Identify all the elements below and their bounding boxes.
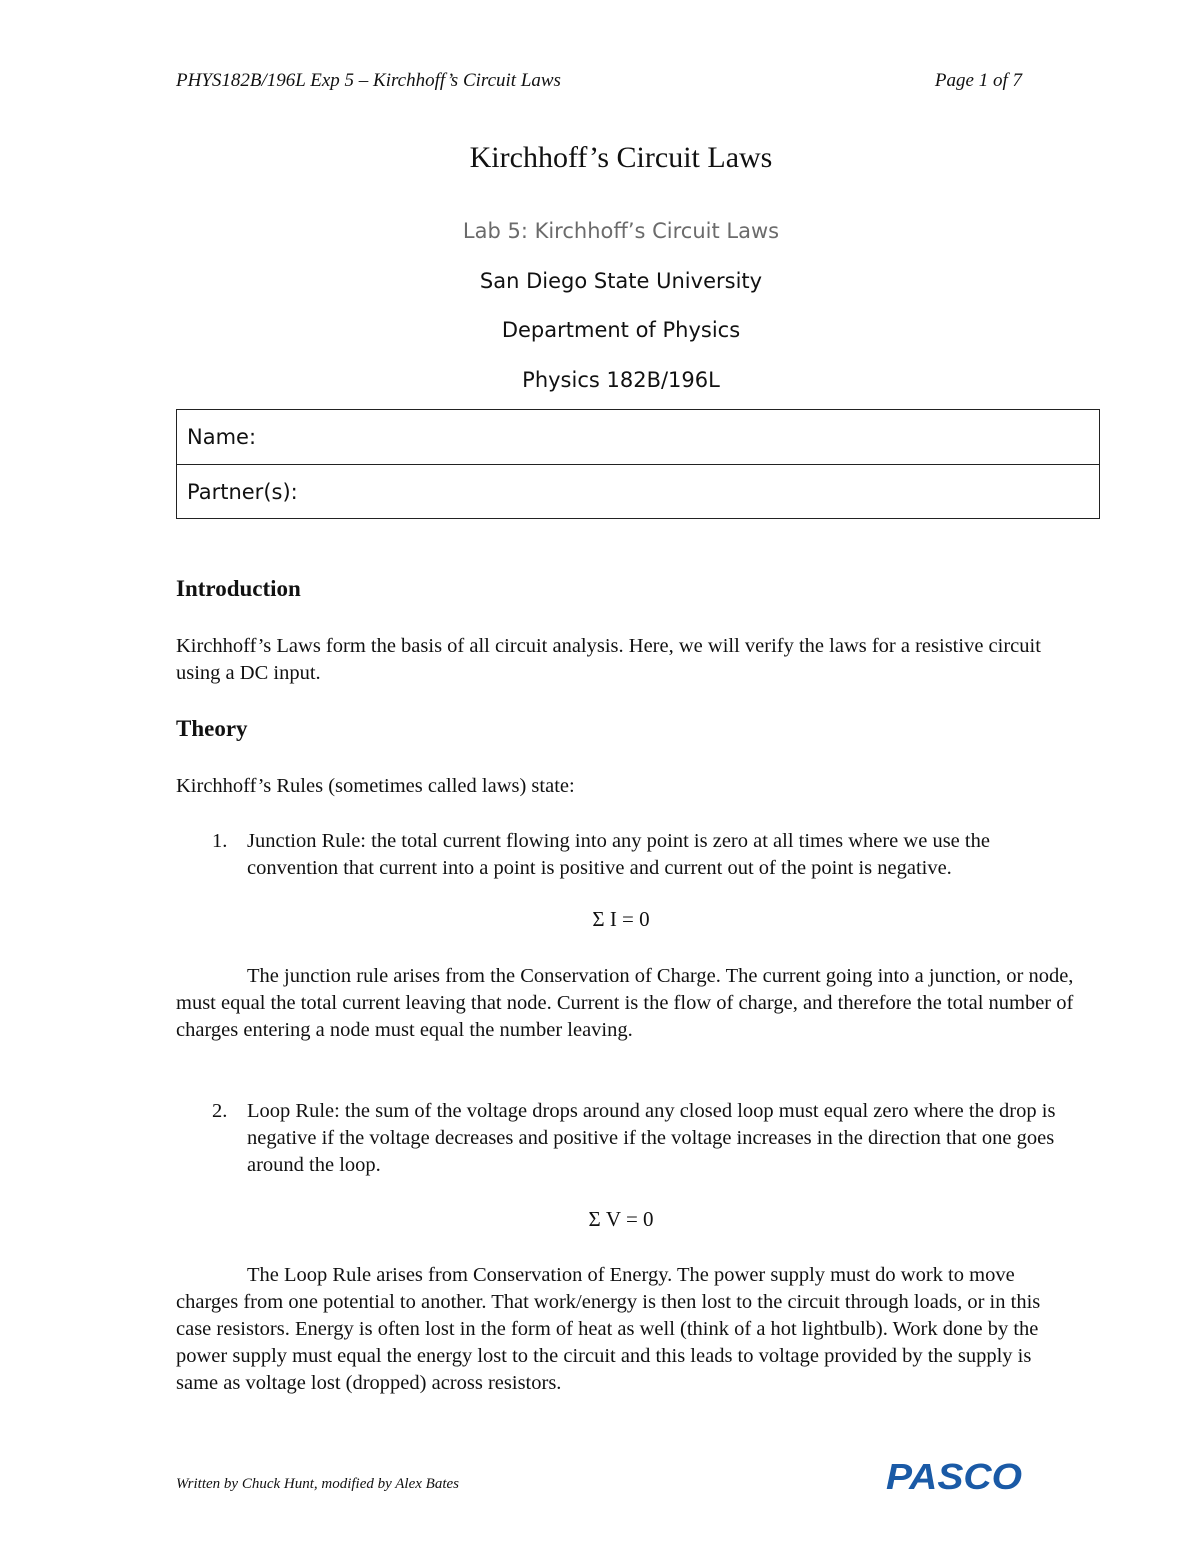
introduction-text: Kirchhoff’s Laws form the basis of all circuit analysis. Here, we will verify the laws for a resistive circuit using a DC input.	[176, 635, 1041, 684]
junction-equation: Σ I = 0	[592, 907, 650, 931]
course-name: Physics 182B/196L	[522, 368, 720, 392]
theory-intro: Kirchhoff’s Rules (sometimes called laws) state:	[176, 775, 575, 797]
pasco-logo	[884, 1458, 1024, 1494]
theory-heading: Theory	[176, 716, 248, 741]
pasco-logo-text: PASCO	[886, 1458, 1022, 1494]
lab-subtitle: Lab 5: Kirchhoff’s Circuit Laws	[462, 219, 780, 243]
list-number: 2.	[212, 1100, 228, 1122]
page-number: Page 1 of 7	[934, 70, 1022, 91]
document-title: Kirchhoff’s Circuit Laws	[469, 141, 773, 174]
junction-explanation: The junction rule arises from the Conservation of Charge. The current going into a junction, or node, must equal the total current leaving that node. Current is the flow of charge, and therefore the total number of charges entering a node must equal the number leaving.	[176, 965, 1074, 1041]
junction-rule-text: Junction Rule: the total current flowing into any point is zero at all times where we use the convention that current into a point is positive and current out of the point is negative.	[247, 830, 990, 879]
department-name: Department of Physics	[501, 318, 741, 342]
list-number: 1.	[212, 830, 228, 852]
loop-equation: Σ V = 0	[588, 1207, 654, 1231]
university-name: San Diego State University	[479, 269, 763, 293]
name-label: Name:	[187, 425, 257, 449]
student-info-table	[176, 409, 1100, 519]
partners-label: Partner(s):	[187, 479, 298, 504]
author-credit: Written by Chuck Hunt, modified by Alex Bates	[176, 1476, 459, 1492]
partners-row[interactable]	[177, 464, 1099, 518]
introduction-heading: Introduction	[176, 576, 301, 601]
name-row[interactable]	[177, 410, 1099, 464]
introduction-paragraph	[176, 633, 1076, 687]
running-header-title: PHYS182B/196L Exp 5 – Kirchhoff’s Circuit Laws	[176, 70, 561, 91]
loop-rule-text: Loop Rule: the sum of the voltage drops around any closed loop must equal zero where the drop is negative if the voltage decreases and positive if the voltage increases in the direction that one goes around the loop.	[247, 1100, 1056, 1176]
loop-explanation: The Loop Rule arises from Conservation of Energy. The power supply must do work to move charges from one potential to another. That work/energy is then lost to the circuit through loads, or in this case resistors. Energy is often lost in the form of heat as well (think of a hot lightbulb). Work done by the power supply must equal the energy lost to the circuit and this leads to voltage provided by the supply is same as voltage lost (dropped) across resistors.	[176, 1264, 1041, 1394]
